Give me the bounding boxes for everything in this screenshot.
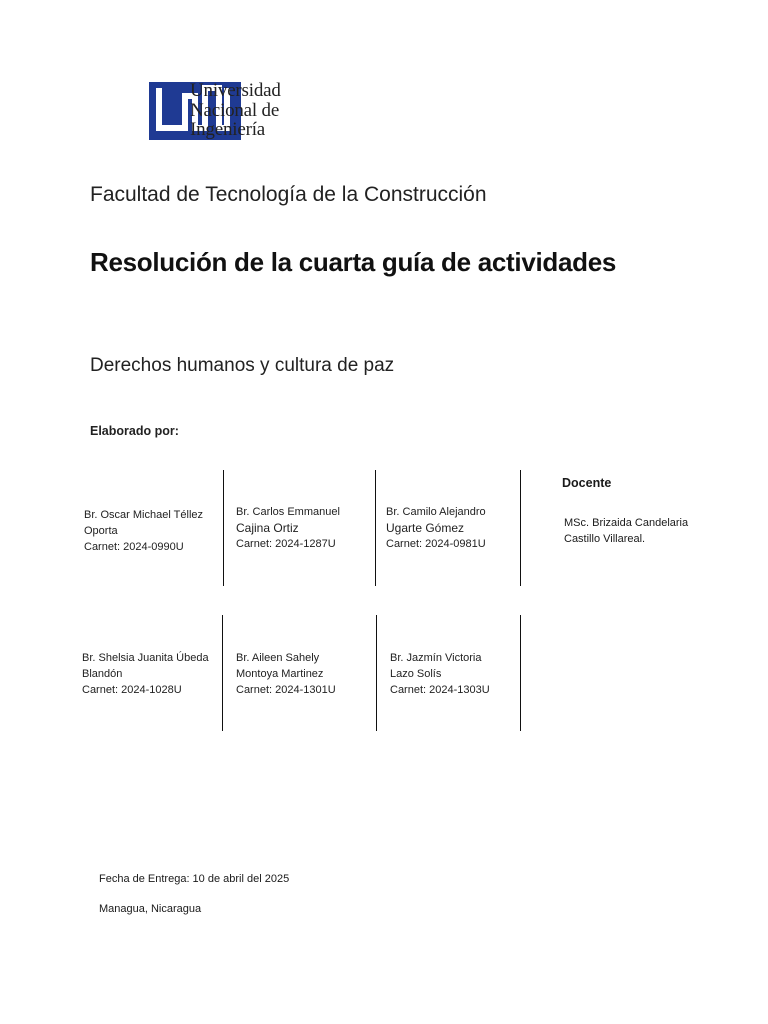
logo-line: Ingeniería	[190, 119, 266, 140]
student-card	[82, 650, 209, 698]
student-card	[390, 650, 490, 698]
student-card	[386, 504, 486, 552]
made-by-label: Elaborado por:	[90, 424, 179, 438]
delivery-date: Fecha de Entrega: 10 de abril del 2025	[99, 873, 290, 885]
student-name-line2: Montoya Martinez	[236, 668, 324, 680]
logo-line: Universidad	[190, 80, 281, 101]
docente-name-line1: MSc. Brizaida Candelaria	[564, 517, 689, 529]
faculty-name: Facultad de Tecnología de la Construcción	[90, 183, 487, 206]
column-divider	[520, 615, 521, 731]
column-divider	[222, 615, 223, 731]
student-carnet: Carnet: 2024-1301U	[236, 684, 336, 696]
student-card	[236, 650, 336, 698]
student-carnet: Carnet: 2024-1303U	[390, 684, 490, 696]
student-name-line1: Br. Aileen Sahely	[236, 652, 320, 664]
document-title: Resolución de la cuarta guía de actividades	[90, 247, 617, 277]
student-name-line2: Cajina Ortiz	[236, 521, 299, 535]
student-name-line1: Br. Shelsia Juanita Úbeda	[82, 652, 209, 664]
student-name-line1: Br. Camilo Alejandro	[386, 506, 486, 518]
logo-wordmark	[190, 81, 281, 140]
subject-name: Derechos humanos y cultura de paz	[90, 355, 395, 376]
column-divider	[376, 615, 377, 731]
logo-line: Nacional de	[190, 99, 280, 121]
column-divider	[520, 470, 521, 586]
column-divider	[223, 470, 224, 586]
docente-name-line2: Castillo Villareal.	[564, 533, 646, 545]
student-carnet: Carnet: 2024-0990U	[84, 541, 184, 553]
place: Managua, Nicaragua	[99, 903, 202, 915]
docente-label: Docente	[562, 476, 612, 490]
student-name-line2: Blandón	[82, 668, 123, 680]
student-name-line1: Br. Jazmín Victoria	[390, 652, 482, 664]
student-carnet: Carnet: 2024-0981U	[386, 538, 486, 550]
student-name-line2: Oporta	[84, 525, 118, 537]
student-carnet: Carnet: 2024-1028U	[82, 684, 182, 696]
student-name-line2: Lazo Solís	[390, 668, 442, 680]
docente-name	[564, 515, 704, 547]
column-divider	[375, 470, 376, 586]
student-carnet: Carnet: 2024-1287U	[236, 538, 336, 550]
student-name-line1: Br. Oscar Michael Téllez	[84, 509, 204, 521]
student-card	[236, 504, 340, 552]
student-name-line2: Ugarte Gómez	[386, 521, 465, 535]
student-card	[84, 507, 203, 555]
student-name-line1: Br. Carlos Emmanuel	[236, 506, 340, 518]
